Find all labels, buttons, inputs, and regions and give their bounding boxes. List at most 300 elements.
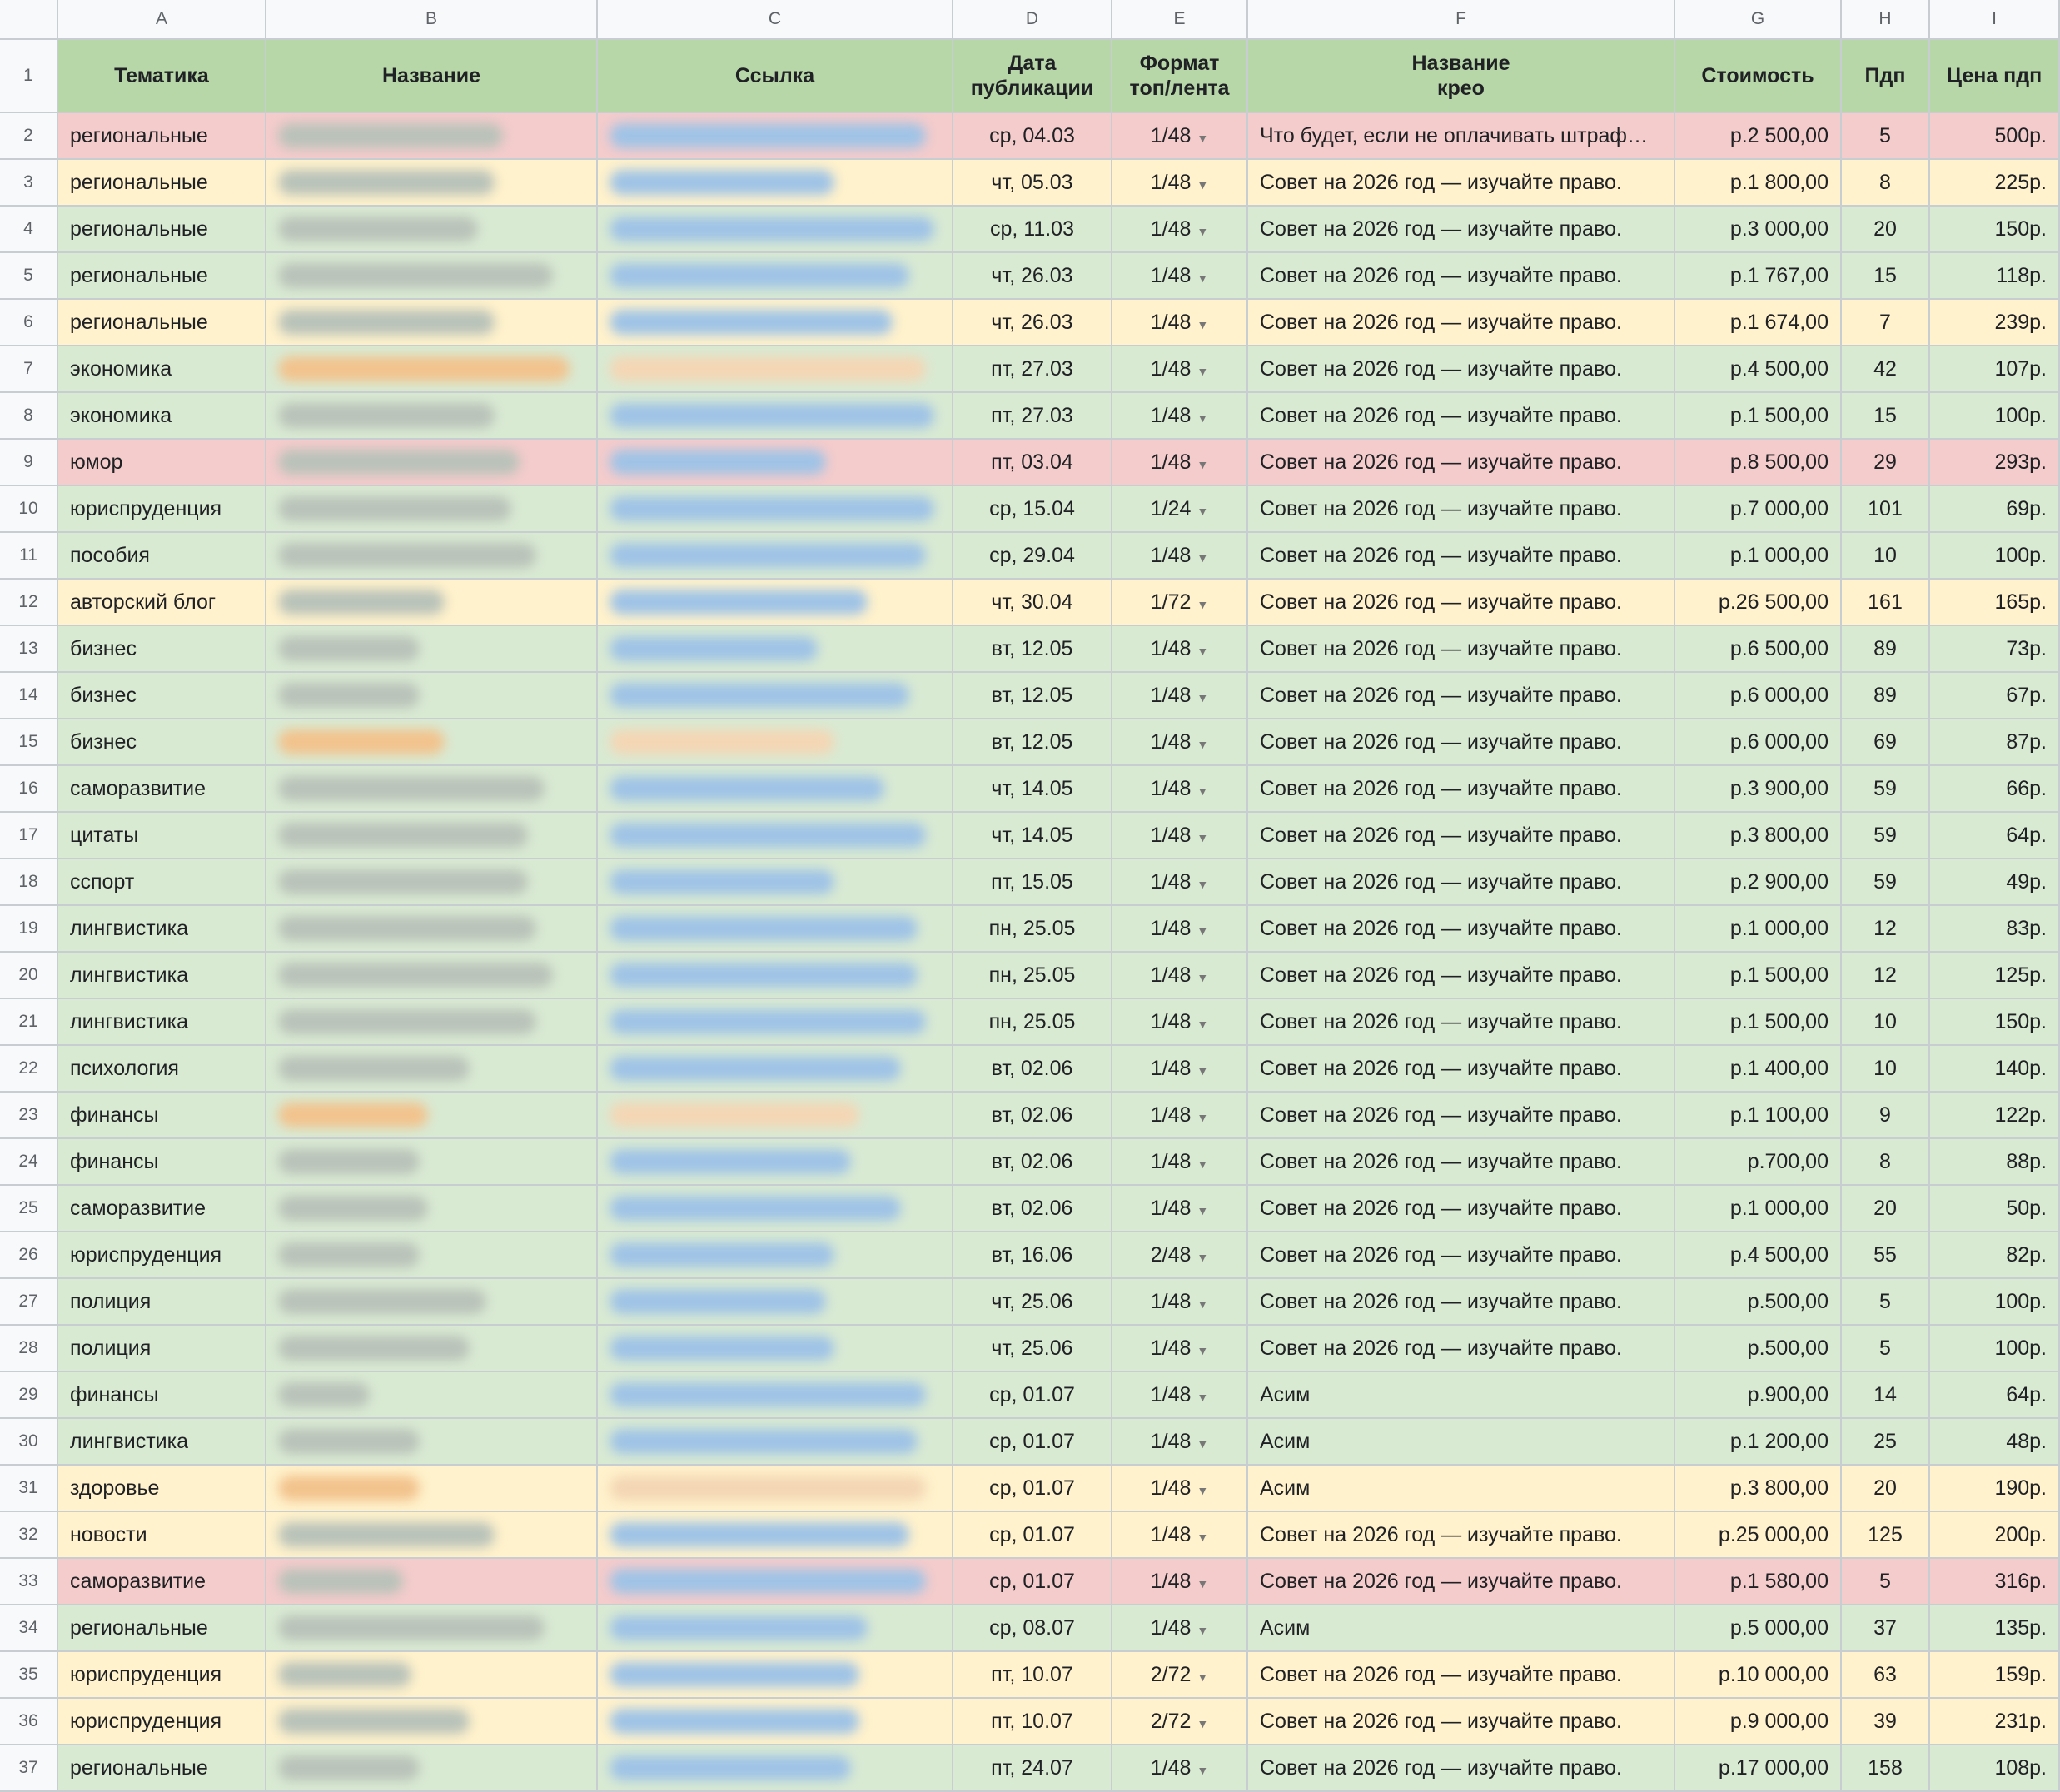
cell-pdp[interactable]: 12 <box>1842 906 1930 953</box>
dropdown-arrow-icon[interactable]: ▼ <box>1197 1344 1209 1357</box>
cell-cost[interactable]: р.4 500,00 <box>1675 1232 1842 1279</box>
cell-name-redacted[interactable] <box>266 253 598 300</box>
cell-date[interactable]: вт, 02.06 <box>953 1046 1112 1093</box>
cell-format-dropdown[interactable] <box>1112 1232 1248 1279</box>
cell-date[interactable]: пт, 03.04 <box>953 440 1112 486</box>
cell-price-pdp[interactable]: 49р. <box>1930 859 2060 906</box>
dropdown-arrow-icon[interactable]: ▼ <box>1197 1157 1209 1171</box>
row-header[interactable]: 25 <box>0 1186 58 1232</box>
cell-pdp[interactable]: 161 <box>1842 580 1930 626</box>
cell-cost[interactable]: р.5 000,00 <box>1675 1605 1842 1652</box>
row-header[interactable]: 5 <box>0 253 58 300</box>
cell-price-pdp[interactable]: 150р. <box>1930 999 2060 1046</box>
cell-name-redacted[interactable] <box>266 1326 598 1372</box>
cell-price-pdp[interactable]: 165р. <box>1930 580 2060 626</box>
cell-name-redacted[interactable] <box>266 1279 598 1326</box>
cell-pdp[interactable]: 125 <box>1842 1512 1930 1559</box>
cell-cost[interactable]: р.1 000,00 <box>1675 533 1842 580</box>
row-header[interactable]: 19 <box>0 906 58 953</box>
cell-theme[interactable]: новости <box>58 1512 266 1559</box>
cell-price-pdp[interactable]: 66р. <box>1930 766 2060 813</box>
cell-name-redacted[interactable] <box>266 1605 598 1652</box>
cell-creo[interactable]: Совет на 2026 год — изучайте право. <box>1248 207 1675 253</box>
cell-cost[interactable]: р.700,00 <box>1675 1139 1842 1186</box>
cell-price-pdp[interactable]: 69р. <box>1930 486 2060 533</box>
cell-format-dropdown[interactable] <box>1112 1745 1248 1792</box>
cell-creo[interactable]: Совет на 2026 год — изучайте право. <box>1248 1699 1675 1745</box>
cell-pdp[interactable]: 55 <box>1842 1232 1930 1279</box>
cell-link-redacted[interactable] <box>598 1093 953 1139</box>
cell-creo[interactable]: Совет на 2026 год — изучайте право. <box>1248 999 1675 1046</box>
cell-date[interactable]: пт, 27.03 <box>953 393 1112 440</box>
column-header-c[interactable]: C <box>598 0 953 40</box>
row-header[interactable]: 31 <box>0 1466 58 1512</box>
cell-format-dropdown[interactable] <box>1112 813 1248 859</box>
header-name[interactable] <box>266 40 598 113</box>
cell-name-redacted[interactable] <box>266 906 598 953</box>
cell-link-redacted[interactable] <box>598 859 953 906</box>
cell-date[interactable]: вт, 12.05 <box>953 719 1112 766</box>
cell-cost[interactable]: р.1 000,00 <box>1675 906 1842 953</box>
cell-format-dropdown[interactable] <box>1112 253 1248 300</box>
dropdown-arrow-icon[interactable]: ▼ <box>1197 1717 1209 1730</box>
cell-name-redacted[interactable] <box>266 1559 598 1605</box>
cell-format-dropdown[interactable] <box>1112 719 1248 766</box>
cell-pdp[interactable]: 12 <box>1842 953 1930 999</box>
cell-format-dropdown[interactable] <box>1112 1466 1248 1512</box>
cell-date[interactable]: чт, 26.03 <box>953 300 1112 346</box>
cell-theme[interactable]: сспорт <box>58 859 266 906</box>
cell-date[interactable]: вт, 16.06 <box>953 1232 1112 1279</box>
cell-theme[interactable]: здоровье <box>58 1466 266 1512</box>
cell-theme[interactable]: бизнес <box>58 673 266 719</box>
cell-link-redacted[interactable] <box>598 1046 953 1093</box>
cell-date[interactable]: пт, 15.05 <box>953 859 1112 906</box>
cell-price-pdp[interactable]: 200р. <box>1930 1512 2060 1559</box>
column-header-b[interactable]: B <box>266 0 598 40</box>
dropdown-arrow-icon[interactable]: ▼ <box>1197 831 1209 844</box>
cell-link-redacted[interactable] <box>598 486 953 533</box>
cell-price-pdp[interactable]: 108р. <box>1930 1745 2060 1792</box>
cell-cost[interactable]: р.900,00 <box>1675 1372 1842 1419</box>
cell-date[interactable]: чт, 25.06 <box>953 1326 1112 1372</box>
cell-date[interactable]: ср, 01.07 <box>953 1559 1112 1605</box>
cell-creo[interactable]: Совет на 2026 год — изучайте право. <box>1248 580 1675 626</box>
cell-price-pdp[interactable]: 48р. <box>1930 1419 2060 1466</box>
cell-pdp[interactable]: 89 <box>1842 626 1930 673</box>
cell-link-redacted[interactable] <box>598 440 953 486</box>
cell-date[interactable]: пн, 25.05 <box>953 999 1112 1046</box>
cell-link-redacted[interactable] <box>598 1419 953 1466</box>
row-header[interactable]: 36 <box>0 1699 58 1745</box>
cell-link-redacted[interactable] <box>598 1466 953 1512</box>
cell-date[interactable]: вт, 12.05 <box>953 673 1112 719</box>
cell-date[interactable]: чт, 05.03 <box>953 160 1112 207</box>
cell-creo[interactable]: Совет на 2026 год — изучайте право. <box>1248 1186 1675 1232</box>
dropdown-arrow-icon[interactable]: ▼ <box>1197 878 1209 891</box>
cell-link-redacted[interactable] <box>598 346 953 393</box>
dropdown-arrow-icon[interactable]: ▼ <box>1197 1204 1209 1217</box>
cell-link-redacted[interactable] <box>598 719 953 766</box>
cell-creo[interactable]: Совет на 2026 год — изучайте право. <box>1248 1326 1675 1372</box>
cell-name-redacted[interactable] <box>266 813 598 859</box>
cell-name-redacted[interactable] <box>266 300 598 346</box>
cell-link-redacted[interactable] <box>598 533 953 580</box>
cell-theme[interactable]: лингвистика <box>58 906 266 953</box>
cell-price-pdp[interactable]: 239р. <box>1930 300 2060 346</box>
cell-date[interactable]: вт, 02.06 <box>953 1093 1112 1139</box>
cell-date[interactable]: пт, 10.07 <box>953 1699 1112 1745</box>
dropdown-arrow-icon[interactable]: ▼ <box>1197 1251 1209 1264</box>
cell-cost[interactable]: р.25 000,00 <box>1675 1512 1842 1559</box>
cell-creo[interactable]: Совет на 2026 год — изучайте право. <box>1248 440 1675 486</box>
dropdown-arrow-icon[interactable]: ▼ <box>1197 411 1209 425</box>
row-header[interactable]: 21 <box>0 999 58 1046</box>
cell-format-dropdown[interactable] <box>1112 1279 1248 1326</box>
cell-date[interactable]: ср, 01.07 <box>953 1512 1112 1559</box>
cell-creo[interactable]: Совет на 2026 год — изучайте право. <box>1248 346 1675 393</box>
cell-cost[interactable]: р.1 580,00 <box>1675 1559 1842 1605</box>
cell-link-redacted[interactable] <box>598 253 953 300</box>
cell-cost[interactable]: р.8 500,00 <box>1675 440 1842 486</box>
cell-format-dropdown[interactable] <box>1112 440 1248 486</box>
cell-name-redacted[interactable] <box>266 393 598 440</box>
cell-name-redacted[interactable] <box>266 766 598 813</box>
cell-date[interactable]: вт, 02.06 <box>953 1186 1112 1232</box>
cell-pdp[interactable]: 59 <box>1842 813 1930 859</box>
cell-link-redacted[interactable] <box>598 1232 953 1279</box>
cell-creo[interactable]: Совет на 2026 год — изучайте право. <box>1248 533 1675 580</box>
cell-link-redacted[interactable] <box>598 1279 953 1326</box>
cell-cost[interactable]: р.6 500,00 <box>1675 626 1842 673</box>
cell-date[interactable]: пт, 24.07 <box>953 1745 1112 1792</box>
cell-link-redacted[interactable] <box>598 766 953 813</box>
cell-pdp[interactable]: 5 <box>1842 1279 1930 1326</box>
cell-date[interactable]: чт, 25.06 <box>953 1279 1112 1326</box>
cell-pdp[interactable]: 15 <box>1842 253 1930 300</box>
cell-link-redacted[interactable] <box>598 580 953 626</box>
cell-price-pdp[interactable]: 100р. <box>1930 533 2060 580</box>
cell-format-dropdown[interactable] <box>1112 113 1248 160</box>
cell-theme[interactable]: юмор <box>58 440 266 486</box>
cell-theme[interactable]: психология <box>58 1046 266 1093</box>
cell-theme[interactable]: финансы <box>58 1372 266 1419</box>
cell-format-dropdown[interactable] <box>1112 1093 1248 1139</box>
row-header[interactable]: 30 <box>0 1419 58 1466</box>
cell-theme[interactable]: саморазвитие <box>58 1186 266 1232</box>
cell-cost[interactable]: р.3 800,00 <box>1675 1466 1842 1512</box>
cell-name-redacted[interactable] <box>266 113 598 160</box>
dropdown-arrow-icon[interactable]: ▼ <box>1197 132 1209 145</box>
cell-pdp[interactable]: 69 <box>1842 719 1930 766</box>
cell-creo[interactable]: Совет на 2026 год — изучайте право. <box>1248 1046 1675 1093</box>
cell-cost[interactable]: р.1 800,00 <box>1675 160 1842 207</box>
row-header[interactable]: 15 <box>0 719 58 766</box>
cell-format-dropdown[interactable] <box>1112 1419 1248 1466</box>
cell-name-redacted[interactable] <box>266 580 598 626</box>
cell-theme[interactable]: экономика <box>58 346 266 393</box>
cell-date[interactable]: ср, 08.07 <box>953 1605 1112 1652</box>
header-price[interactable] <box>1930 40 2060 113</box>
dropdown-arrow-icon[interactable]: ▼ <box>1197 1764 1209 1777</box>
cell-date[interactable]: ср, 11.03 <box>953 207 1112 253</box>
cell-link-redacted[interactable] <box>598 1559 953 1605</box>
cell-creo[interactable]: Совет на 2026 год — изучайте право. <box>1248 673 1675 719</box>
cell-link-redacted[interactable] <box>598 813 953 859</box>
cell-name-redacted[interactable] <box>266 346 598 393</box>
cell-format-dropdown[interactable] <box>1112 1046 1248 1093</box>
cell-link-redacted[interactable] <box>598 1745 953 1792</box>
cell-format-dropdown[interactable] <box>1112 1186 1248 1232</box>
cell-theme[interactable]: региональные <box>58 1745 266 1792</box>
dropdown-arrow-icon[interactable]: ▼ <box>1197 691 1209 704</box>
header-date[interactable] <box>953 40 1112 113</box>
row-header[interactable]: 35 <box>0 1652 58 1699</box>
header-pdp[interactable] <box>1842 40 1930 113</box>
cell-pdp[interactable]: 14 <box>1842 1372 1930 1419</box>
dropdown-arrow-icon[interactable]: ▼ <box>1197 1018 1209 1031</box>
cell-cost[interactable]: р.2 900,00 <box>1675 859 1842 906</box>
cell-creo[interactable]: Совет на 2026 год — изучайте право. <box>1248 393 1675 440</box>
cell-link-redacted[interactable] <box>598 1139 953 1186</box>
dropdown-arrow-icon[interactable]: ▼ <box>1197 1297 1209 1311</box>
cell-link-redacted[interactable] <box>598 300 953 346</box>
cell-theme[interactable]: бизнес <box>58 719 266 766</box>
dropdown-arrow-icon[interactable]: ▼ <box>1197 738 1209 751</box>
row-header[interactable]: 8 <box>0 393 58 440</box>
row-header[interactable]: 34 <box>0 1605 58 1652</box>
dropdown-arrow-icon[interactable]: ▼ <box>1197 1624 1209 1637</box>
cell-price-pdp[interactable]: 122р. <box>1930 1093 2060 1139</box>
cell-name-redacted[interactable] <box>266 1699 598 1745</box>
dropdown-arrow-icon[interactable]: ▼ <box>1197 1484 1209 1497</box>
cell-cost[interactable]: р.17 000,00 <box>1675 1745 1842 1792</box>
cell-theme[interactable]: лингвистика <box>58 953 266 999</box>
cell-price-pdp[interactable]: 107р. <box>1930 346 2060 393</box>
cell-cost[interactable]: р.500,00 <box>1675 1279 1842 1326</box>
row-header[interactable]: 11 <box>0 533 58 580</box>
cell-theme[interactable]: лингвистика <box>58 999 266 1046</box>
cell-price-pdp[interactable]: 100р. <box>1930 393 2060 440</box>
cell-theme[interactable]: саморазвитие <box>58 766 266 813</box>
dropdown-arrow-icon[interactable]: ▼ <box>1197 458 1209 471</box>
cell-cost[interactable]: р.1 200,00 <box>1675 1419 1842 1466</box>
cell-cost[interactable]: р.6 000,00 <box>1675 673 1842 719</box>
cell-link-redacted[interactable] <box>598 1605 953 1652</box>
cell-pdp[interactable]: 89 <box>1842 673 1930 719</box>
cell-price-pdp[interactable]: 190р. <box>1930 1466 2060 1512</box>
cell-pdp[interactable]: 15 <box>1842 393 1930 440</box>
cell-name-redacted[interactable] <box>266 673 598 719</box>
cell-date[interactable]: ср, 01.07 <box>953 1372 1112 1419</box>
cell-pdp[interactable]: 25 <box>1842 1419 1930 1466</box>
dropdown-arrow-icon[interactable]: ▼ <box>1197 1577 1209 1590</box>
row-header[interactable]: 17 <box>0 813 58 859</box>
cell-theme[interactable]: региональные <box>58 300 266 346</box>
cell-link-redacted[interactable] <box>598 1326 953 1372</box>
column-header-i[interactable]: I <box>1930 0 2060 40</box>
cell-theme[interactable]: региональные <box>58 160 266 207</box>
row-header[interactable]: 14 <box>0 673 58 719</box>
row-header[interactable]: 7 <box>0 346 58 393</box>
cell-cost[interactable]: р.7 000,00 <box>1675 486 1842 533</box>
cell-creo[interactable]: Асим <box>1248 1605 1675 1652</box>
cell-pdp[interactable]: 158 <box>1842 1745 1930 1792</box>
cell-name-redacted[interactable] <box>266 1093 598 1139</box>
cell-format-dropdown[interactable] <box>1112 999 1248 1046</box>
cell-name-redacted[interactable] <box>266 1372 598 1419</box>
cell-name-redacted[interactable] <box>266 160 598 207</box>
row-header[interactable]: 10 <box>0 486 58 533</box>
cell-name-redacted[interactable] <box>266 719 598 766</box>
cell-price-pdp[interactable]: 82р. <box>1930 1232 2060 1279</box>
cell-pdp[interactable]: 29 <box>1842 440 1930 486</box>
cell-link-redacted[interactable] <box>598 626 953 673</box>
cell-price-pdp[interactable]: 225р. <box>1930 160 2060 207</box>
row-header[interactable]: 26 <box>0 1232 58 1279</box>
cell-name-redacted[interactable] <box>266 1232 598 1279</box>
dropdown-arrow-icon[interactable]: ▼ <box>1197 645 1209 658</box>
dropdown-arrow-icon[interactable]: ▼ <box>1197 505 1209 518</box>
cell-creo[interactable]: Совет на 2026 год — изучайте право. <box>1248 1093 1675 1139</box>
cell-cost[interactable]: р.4 500,00 <box>1675 346 1842 393</box>
cell-pdp[interactable]: 20 <box>1842 1186 1930 1232</box>
cell-price-pdp[interactable]: 83р. <box>1930 906 2060 953</box>
cell-name-redacted[interactable] <box>266 859 598 906</box>
dropdown-arrow-icon[interactable]: ▼ <box>1197 1064 1209 1078</box>
cell-format-dropdown[interactable] <box>1112 953 1248 999</box>
cell-cost[interactable]: р.3 800,00 <box>1675 813 1842 859</box>
dropdown-arrow-icon[interactable]: ▼ <box>1197 1111 1209 1124</box>
cell-price-pdp[interactable]: 100р. <box>1930 1326 2060 1372</box>
cell-price-pdp[interactable]: 50р. <box>1930 1186 2060 1232</box>
row-header[interactable]: 23 <box>0 1093 58 1139</box>
cell-theme[interactable]: региональные <box>58 1605 266 1652</box>
cell-price-pdp[interactable]: 67р. <box>1930 673 2060 719</box>
cell-creo[interactable]: Совет на 2026 год — изучайте право. <box>1248 953 1675 999</box>
row-header[interactable]: 12 <box>0 580 58 626</box>
cell-pdp[interactable]: 59 <box>1842 859 1930 906</box>
cell-format-dropdown[interactable] <box>1112 766 1248 813</box>
cell-theme[interactable]: авторский блог <box>58 580 266 626</box>
cell-price-pdp[interactable]: 88р. <box>1930 1139 2060 1186</box>
cell-creo[interactable]: Совет на 2026 год — изучайте право. <box>1248 1559 1675 1605</box>
column-header-h[interactable]: H <box>1842 0 1930 40</box>
cell-creo[interactable]: Совет на 2026 год — изучайте право. <box>1248 813 1675 859</box>
cell-date[interactable]: ср, 01.07 <box>953 1466 1112 1512</box>
cell-cost[interactable]: р.1 500,00 <box>1675 999 1842 1046</box>
cell-name-redacted[interactable] <box>266 486 598 533</box>
cell-creo[interactable]: Совет на 2026 год — изучайте право. <box>1248 719 1675 766</box>
cell-name-redacted[interactable] <box>266 626 598 673</box>
cell-format-dropdown[interactable] <box>1112 346 1248 393</box>
cell-cost[interactable]: р.1 500,00 <box>1675 953 1842 999</box>
cell-format-dropdown[interactable] <box>1112 1326 1248 1372</box>
cell-format-dropdown[interactable] <box>1112 859 1248 906</box>
cell-format-dropdown[interactable] <box>1112 1652 1248 1699</box>
row-header[interactable]: 32 <box>0 1512 58 1559</box>
cell-theme[interactable]: юриспруденция <box>58 1652 266 1699</box>
cell-price-pdp[interactable]: 316р. <box>1930 1559 2060 1605</box>
cell-theme[interactable]: экономика <box>58 393 266 440</box>
cell-format-dropdown[interactable] <box>1112 580 1248 626</box>
cell-cost[interactable]: р.6 000,00 <box>1675 719 1842 766</box>
cell-pdp[interactable]: 8 <box>1842 1139 1930 1186</box>
row-header[interactable]: 6 <box>0 300 58 346</box>
cell-pdp[interactable]: 101 <box>1842 486 1930 533</box>
row-header[interactable]: 18 <box>0 859 58 906</box>
cell-date[interactable]: ср, 01.07 <box>953 1419 1112 1466</box>
cell-date[interactable]: чт, 14.05 <box>953 813 1112 859</box>
cell-pdp[interactable]: 5 <box>1842 1326 1930 1372</box>
cell-theme[interactable]: региональные <box>58 253 266 300</box>
cell-name-redacted[interactable] <box>266 1652 598 1699</box>
cell-creo[interactable]: Совет на 2026 год — изучайте право. <box>1248 253 1675 300</box>
cell-link-redacted[interactable] <box>598 1372 953 1419</box>
cell-creo[interactable]: Совет на 2026 год — изучайте право. <box>1248 1512 1675 1559</box>
cell-price-pdp[interactable]: 135р. <box>1930 1605 2060 1652</box>
cell-date[interactable]: чт, 26.03 <box>953 253 1112 300</box>
cell-link-redacted[interactable] <box>598 160 953 207</box>
dropdown-arrow-icon[interactable]: ▼ <box>1197 178 1209 192</box>
cell-format-dropdown[interactable] <box>1112 626 1248 673</box>
cell-cost[interactable]: р.3 900,00 <box>1675 766 1842 813</box>
cell-cost[interactable]: р.3 000,00 <box>1675 207 1842 253</box>
dropdown-arrow-icon[interactable]: ▼ <box>1197 365 1209 378</box>
cell-name-redacted[interactable] <box>266 1419 598 1466</box>
cell-link-redacted[interactable] <box>598 207 953 253</box>
cell-pdp[interactable]: 63 <box>1842 1652 1930 1699</box>
cell-cost[interactable]: р.1 000,00 <box>1675 1186 1842 1232</box>
cell-link-redacted[interactable] <box>598 1186 953 1232</box>
cell-pdp[interactable]: 39 <box>1842 1699 1930 1745</box>
cell-date[interactable]: чт, 30.04 <box>953 580 1112 626</box>
cell-pdp[interactable]: 8 <box>1842 160 1930 207</box>
cell-name-redacted[interactable] <box>266 999 598 1046</box>
dropdown-arrow-icon[interactable]: ▼ <box>1197 551 1209 565</box>
cell-theme[interactable]: пособия <box>58 533 266 580</box>
cell-creo[interactable]: Совет на 2026 год — изучайте право. <box>1248 1232 1675 1279</box>
cell-date[interactable]: чт, 14.05 <box>953 766 1112 813</box>
cell-format-dropdown[interactable] <box>1112 160 1248 207</box>
cell-price-pdp[interactable]: 159р. <box>1930 1652 2060 1699</box>
cell-date[interactable]: ср, 29.04 <box>953 533 1112 580</box>
dropdown-arrow-icon[interactable]: ▼ <box>1197 784 1209 798</box>
cell-theme[interactable]: полиция <box>58 1279 266 1326</box>
cell-pdp[interactable]: 7 <box>1842 300 1930 346</box>
cell-cost[interactable]: р.26 500,00 <box>1675 580 1842 626</box>
cell-name-redacted[interactable] <box>266 1512 598 1559</box>
cell-price-pdp[interactable]: 125р. <box>1930 953 2060 999</box>
column-header-g[interactable]: G <box>1675 0 1842 40</box>
dropdown-arrow-icon[interactable]: ▼ <box>1197 1531 1209 1544</box>
cell-name-redacted[interactable] <box>266 207 598 253</box>
cell-pdp[interactable]: 5 <box>1842 113 1930 160</box>
cell-link-redacted[interactable] <box>598 1699 953 1745</box>
cell-link-redacted[interactable] <box>598 953 953 999</box>
cell-date[interactable]: ср, 15.04 <box>953 486 1112 533</box>
column-header-e[interactable]: E <box>1112 0 1248 40</box>
cell-creo[interactable]: Совет на 2026 год — изучайте право. <box>1248 1139 1675 1186</box>
cell-creo[interactable]: Что будет, если не оплачивать штраф… <box>1248 113 1675 160</box>
cell-cost[interactable]: р.1 767,00 <box>1675 253 1842 300</box>
row-header[interactable]: 3 <box>0 160 58 207</box>
cell-pdp[interactable]: 42 <box>1842 346 1930 393</box>
cell-theme[interactable]: региональные <box>58 207 266 253</box>
row-header[interactable]: 4 <box>0 207 58 253</box>
row-header-1[interactable]: 1 <box>0 40 58 113</box>
column-header-d[interactable]: D <box>953 0 1112 40</box>
